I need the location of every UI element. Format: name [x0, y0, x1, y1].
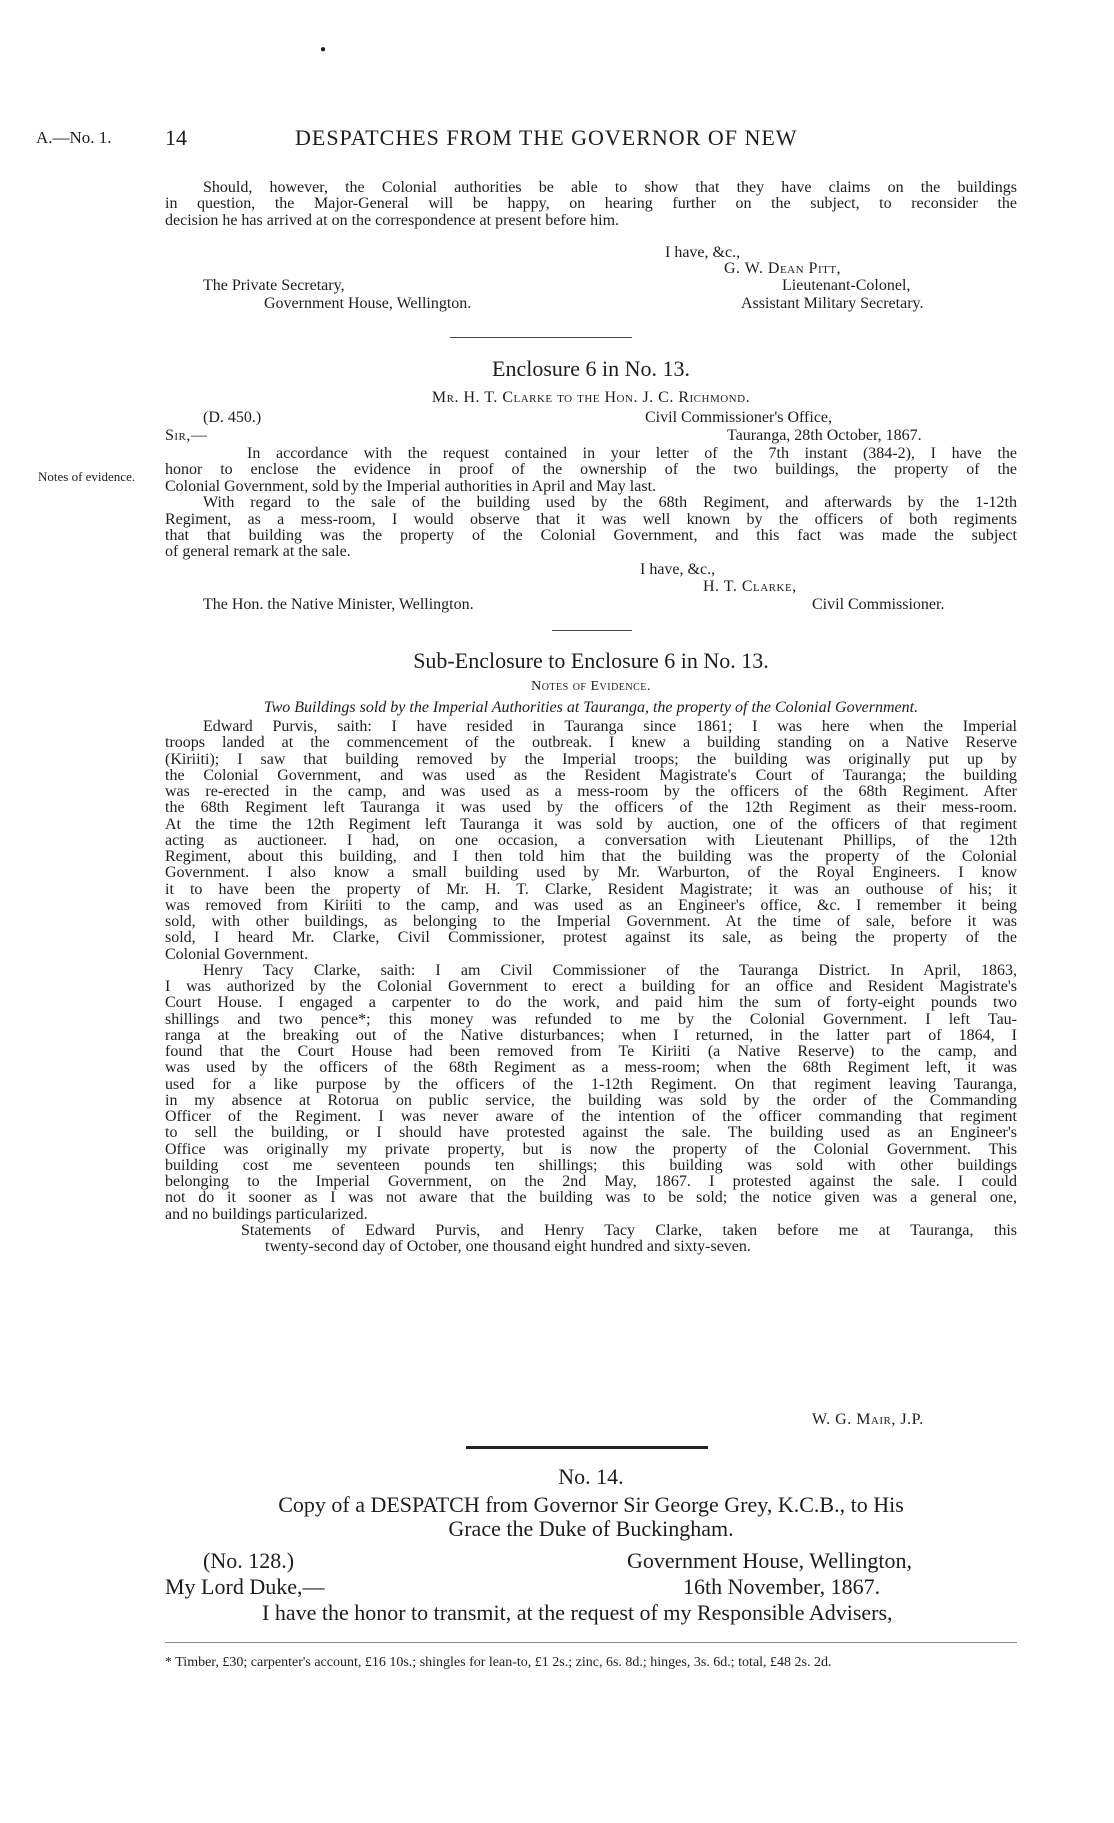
text-line: the Colonial Government, and was used as the Resident Magistrate's Court of Tauranga; the building: [165, 766, 1017, 784]
text-line: Court House. I engaged a carpenter to do the work, and paid him the sum of forty-eight pounds two: [165, 994, 1017, 1012]
salutation: Sir,—: [165, 427, 208, 444]
text-line: ranga at the breaking out of the Native disturbances; when I returned, in the latter part of 1864, I: [165, 1026, 1017, 1044]
side-note: Notes of evidence.: [38, 469, 136, 484]
text-line: Colonial Government, sold by the Imperial authorities in April and May last.: [165, 477, 657, 495]
text-line: sold, I heard Mr. Clarke, Civil Commissioner, protest against its sale, as being the property of the: [165, 929, 1017, 947]
place-date: Tauranga, 28th October, 1867.: [727, 427, 922, 444]
closing: I have, &c.,: [640, 561, 716, 578]
doc-ref: (No. 128.): [203, 1548, 295, 1573]
signer-title: Assistant Military Secretary.: [741, 295, 924, 312]
text-line: At the time the 12th Regiment left Tauranga it was sold by auction, one of the officers of that regiment: [165, 815, 1017, 833]
divider: [165, 1642, 1017, 1643]
text-line: building cost me seventeen pounds ten shillings; this building was sold with other buildings: [165, 1156, 1017, 1174]
signer-title: Lieutenant-Colonel,: [782, 277, 911, 294]
office: Civil Commissioner's Office,: [645, 409, 833, 426]
text-line: decision he has arrived at on the correspondence at present before him.: [165, 211, 620, 229]
place: Government House, Wellington,: [627, 1548, 913, 1573]
enclosure-from-to: Mr. H. T. Clarke to the Hon. J. C. Richmond.: [431, 389, 751, 406]
despatch-opening: I have the honor to transmit, at the request of my Responsible Advisers,: [262, 1600, 893, 1625]
running-title: DESPATCHES FROM THE GOVERNOR OF NEW: [295, 125, 798, 150]
signer-title: Civil Commissioner.: [812, 596, 945, 613]
signer: G. W. Dean Pitt,: [724, 260, 842, 277]
text-line: that that building was the property of the Colonial Government, and this fact was made the subject: [165, 527, 1017, 545]
addressee: The Hon. the Native Minister, Wellington.: [203, 596, 474, 613]
subenclosure-italic-title: Two Buildings sold by the Imperial Authorities at Tauranga, the property of the Colonial Government.: [263, 699, 919, 716]
doc-ref: (D. 450.): [203, 409, 262, 426]
closing: I have, &c.,: [665, 244, 741, 261]
text-line: Colonial Government.: [165, 945, 309, 963]
addressee: The Private Secretary,: [203, 277, 345, 294]
letter-body: [165, 180, 1017, 229]
signer: W. G. Mair, J.P.: [812, 1411, 924, 1428]
date: 16th November, 1867.: [683, 1574, 881, 1599]
text-line: the 68th Regiment left Tauranga it was used by the officers of the 12th Regiment as their mess-room.: [165, 799, 1017, 817]
text-line: not do it sooner as I was not aware that the building was to be sold; the notice given was a general one,: [165, 1189, 1017, 1207]
despatch-number: No. 14.: [558, 1464, 624, 1489]
text-line: Officer of the Regiment. I was never aware of the intention of the officer commanding that regiment: [165, 1108, 1017, 1125]
text-line: honor to enclose the evidence in proof of the ownership of the two buildings, the property of the: [165, 461, 1017, 479]
text-line: Edward Purvis, saith: I have resided in Tauranga since 1861; I was here when the Imperial: [203, 718, 1017, 735]
page-mark: ●: [320, 44, 327, 55]
salutation: My Lord Duke,—: [165, 1574, 325, 1599]
footnote: * Timber, £30; carpenter's account, £16 10s.; shingles for lean-to, £1 2s.; zinc, 6s. 8d.; hinges, 3s. 6d.; total, £48 2s. 2d.: [165, 1655, 832, 1670]
text-line: Office was originally my private property, but is now the property of the Colonial Government. This: [165, 1140, 1017, 1158]
text-line: troops landed at the commencement of the outbreak. I knew a building standing on a Native Reserve: [165, 734, 1017, 752]
subenclosure-title: Sub-Enclosure to Enclosure 6 in No. 13.: [413, 648, 769, 673]
text-line: I was authorized by the Colonial Government to erect a building for an office and Resident Magistrate's: [165, 978, 1017, 995]
text-line: In accordance with the request contained in your letter of the 7th instant (384-2), I have the: [247, 445, 1017, 462]
divider: [450, 337, 632, 338]
text-line: was removed from Kiriiti to the camp, and was used as an Engineer's office, &c. I remember it being: [165, 896, 1017, 914]
text-line: shillings and two pence*; this money was refunded to me by the Colonial Government. I left Tau-: [165, 1010, 1017, 1028]
text-line: belonging to the Imperial Government, on the 2nd May, 1867. I protested against the sale. I could: [165, 1173, 1017, 1190]
page-number: 14: [165, 125, 187, 150]
text-line: Should, however, the Colonial authorities be able to show that they have claims on the buildings: [203, 179, 1017, 196]
text-line: in my absence at Rotorua on public service, the building was sold by the order of the Commanding: [165, 1091, 1017, 1109]
enclosure-body: [165, 446, 1017, 561]
text-line: was re-erected in the camp, and was used as a mess-room by the officers of the 68th Regiment. After: [165, 783, 1017, 800]
text-line: Henry Tacy Clarke, saith: I am Civil Commissioner of the Tauranga District. In April, 1863,: [203, 961, 1017, 979]
signer: H. T. Clarke,: [703, 578, 797, 595]
text-line: Regiment, about this building, and I then told him that the building was the property of the Colonial: [165, 848, 1017, 865]
text-line: of general remark at the sale.: [165, 543, 351, 561]
text-line: used for a like purpose by the officers of the 1-12th Regiment. On that regiment leaving Tauranga,: [165, 1075, 1017, 1093]
text-line: in question, the Major-General will be happy, on hearing further on the subject, to reconsider the: [165, 195, 1017, 213]
addressee: Government House, Wellington.: [264, 295, 472, 312]
despatch-title: Copy of a DESPATCH from Governor Sir George Grey, K.C.B., to His: [278, 1492, 904, 1517]
subenclosure-subtitle: Notes of Evidence.: [531, 679, 651, 694]
text-line: Regiment, as a mess-room, I would observe that it was well known by the officers of both regiments: [165, 510, 1017, 528]
text-line: it to have been the property of Mr. H. T. Clarke, Resident Magistrate; it was an outhouse of his; it: [165, 880, 1017, 898]
divider: [466, 1446, 708, 1449]
text-line: sold, with other buildings, as belonging to the Imperial Government. At the time of sale, before it was: [165, 913, 1017, 930]
text-line: acting as auctioneer. I had, on one occasion, a conversation with Lieutenant Phillips, of the 12th: [165, 831, 1017, 849]
header-ref: A.—No. 1.: [36, 128, 112, 147]
text-line: and no buildings particularized.: [165, 1205, 368, 1223]
despatch-title: Grace the Duke of Buckingham.: [448, 1516, 734, 1541]
enclosure-title: Enclosure 6 in No. 13.: [492, 356, 690, 381]
text-line: With regard to the sale of the building used by the 68th Regiment, and afterwards by the 1-12th: [203, 494, 1017, 512]
divider: [552, 630, 632, 631]
evidence-body: [165, 719, 1017, 1255]
text-line: twenty-second day of October, one thousand eight hundred and sixty-seven.: [265, 1238, 751, 1255]
text-line: to sell the building, or I should have protested against the sale. The building used as an Engineer's: [165, 1124, 1017, 1142]
text-line: (Kiriiti); I saw that building removed by the Imperial troops; the building was originally put up by: [165, 750, 1017, 768]
text-line: was used by the officers of the 68th Regiment as a mess-room; when the 68th Regiment left, it was: [165, 1059, 1017, 1077]
text-line: found that the Court House had been removed from Te Kiriiti (a Native Reserve) to the camp, and: [165, 1043, 1017, 1060]
text-line: Government. I also know a small building used by Mr. Warburton, of the Royal Engineers. I know: [165, 864, 1017, 882]
text-line: Statements of Edward Purvis, and Henry Tacy Clarke, taken before me at Tauranga, this: [241, 1221, 1017, 1239]
